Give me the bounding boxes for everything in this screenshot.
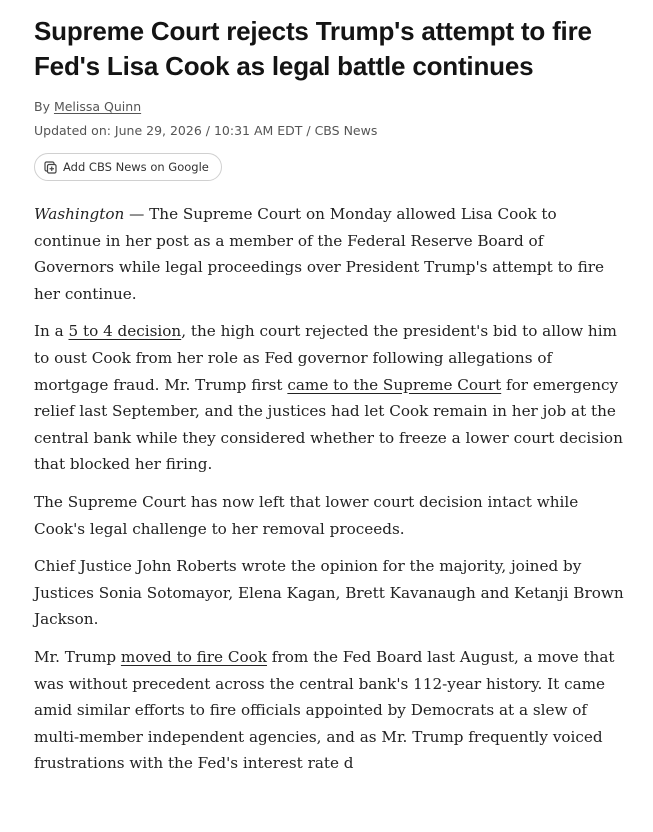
byline-prefix: By: [34, 99, 54, 114]
add-source-icon: [44, 161, 57, 174]
paragraph-5: [34, 644, 624, 777]
updated-timestamp: Updated on: June 29, 2026 / 10:31 AM EDT / CBS News: [34, 123, 378, 138]
google-button-label: Add CBS News on Google: [63, 160, 209, 174]
paragraph-2-text-b: , the high court rejected the president's bid to allow him to oust Cook from her role as Fed governor following allegations of mortgage fraud. Mr. Trump first: [34, 322, 617, 394]
article-page: [34, 14, 624, 788]
article-headline: Supreme Court rejects Trump's attempt to fire Fed's Lisa Cook as legal battle continues: [34, 16, 592, 81]
paragraph-5-text-a: Mr. Trump: [34, 647, 121, 666]
paragraph-4: Chief Justice John Roberts wrote the opinion for the majority, joined by Justices Sonia Sotomayor, Elena Kagan, Brett Kavanaugh and Ketanji Brown Jackson.: [34, 557, 624, 629]
add-cbs-news-on-google-button[interactable]: [34, 153, 222, 181]
paragraph-1-text: — The Supreme Court on Monday allowed Lisa Cook to continue in her post as a member of the Federal Reserve Board of Governors while legal proceedings over President Trump's attempt to fire her continue.: [34, 205, 605, 303]
supreme-court-link[interactable]: came to the Supreme Court: [287, 375, 502, 394]
paragraph-2-text-c: for emergency relief last September, and the justices had let Cook remain in her job at the central bank while they considered whether to freeze a lower court decision that blocked her firing.: [34, 375, 623, 474]
author-link[interactable]: Melissa Quinn: [53, 99, 142, 114]
paragraph-2-text-a: In a: [34, 322, 69, 341]
paragraph-1: [34, 201, 624, 307]
dateline: Washington: [34, 205, 125, 223]
article-body: [34, 201, 624, 777]
fire-cook-link[interactable]: moved to fire Cook: [120, 647, 267, 666]
paragraph-5-text-b: from the Fed Board last August, a move that was without precedent across the central bank's 112-year history. It came amid similar efforts to fire officials appointed by Democrats at a slew of multi-member independent agencies, and as Mr. Trump frequently voiced frustrations with the Fed's interest rate d: [34, 647, 615, 773]
paragraph-3: The Supreme Court has now left that lower court decision intact while Cook's legal challenge to her removal proceeds.: [34, 492, 579, 538]
decision-link[interactable]: 5 to 4 decision: [68, 322, 182, 341]
byline: [34, 98, 624, 116]
paragraph-2: [34, 318, 624, 478]
